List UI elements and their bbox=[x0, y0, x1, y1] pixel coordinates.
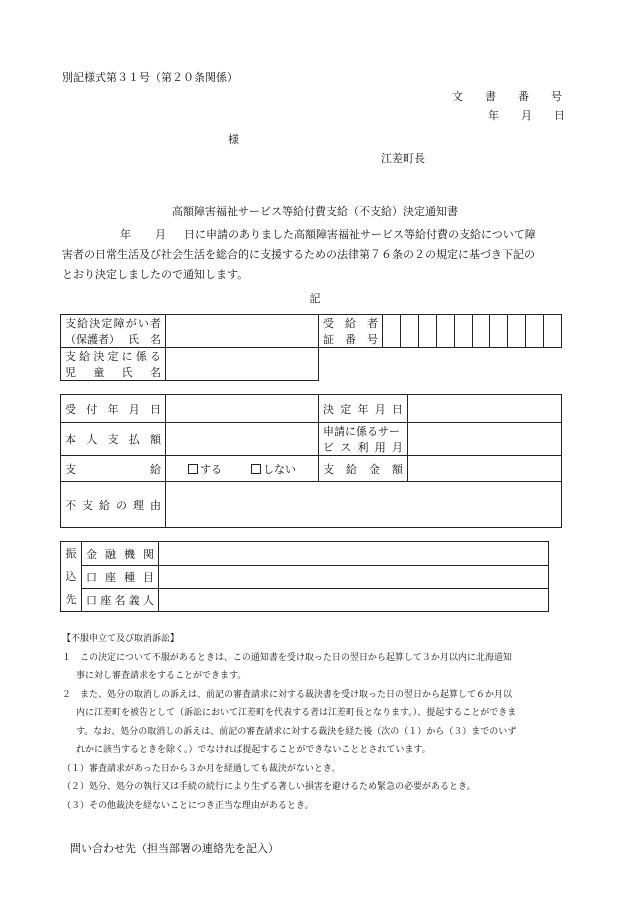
self-payment-value[interactable] bbox=[166, 423, 319, 456]
payment-options bbox=[166, 456, 319, 482]
service-month-label bbox=[319, 423, 408, 456]
service-month-value[interactable] bbox=[408, 423, 562, 456]
recipient-number-label bbox=[319, 315, 383, 348]
notice-line: 事に対し審査請求をすることができます。 bbox=[76, 671, 247, 681]
receipt-date-label: 受付年月日 bbox=[61, 395, 166, 423]
notice-line: （２）処分、処分の執行又は手続の続行により生ずる著しい損害を避けるため緊急の必要があるとき。 bbox=[62, 782, 476, 792]
account-type-value[interactable] bbox=[159, 566, 549, 589]
intro-line-1-text: 日に申請のありました高額障害福祉サービス等給付費の支給について障 bbox=[184, 228, 536, 241]
intro-month: 月 bbox=[155, 228, 166, 241]
contact-info: 問い合わせ先（担当部署の連絡先を記入） bbox=[70, 842, 279, 855]
child-name-label bbox=[61, 348, 166, 381]
notice-line: （３）その他裁決を経ないことにつき正当な理由があるとき。 bbox=[62, 800, 314, 811]
empty-cell bbox=[319, 348, 383, 381]
side-char-3: 先 bbox=[65, 593, 77, 606]
decision-date-label: 決定年月日 bbox=[319, 395, 408, 423]
issue-date: 年 月 日 bbox=[488, 109, 565, 122]
payment-no-label: しない bbox=[263, 462, 296, 476]
receipt-date-value[interactable] bbox=[166, 395, 319, 423]
notice-heading: 【不服申立て及び取消訴訟】 bbox=[62, 634, 180, 644]
side-char-1: 振 bbox=[65, 547, 77, 560]
payment-yes-option[interactable] bbox=[188, 463, 222, 476]
notice-line: 内に江差町を被告として（訴訟において江差町を代表する者は江差町長となります。）、提起することができま bbox=[76, 708, 517, 718]
bank-label: 金融機関 bbox=[82, 542, 159, 566]
addressee-suffix: 様 bbox=[228, 133, 239, 146]
non-payment-reason-value[interactable] bbox=[166, 482, 562, 528]
recipient-label-line2: 証 番 号 bbox=[323, 333, 378, 346]
account-type-label: 口座種目 bbox=[82, 566, 159, 589]
non-payment-reason-label: 不支給の理由 bbox=[61, 482, 166, 528]
recipient-number-boxes[interactable] bbox=[383, 315, 562, 348]
applicant-label-line1: 支給決定障がい者 bbox=[65, 317, 161, 330]
child-name-value[interactable] bbox=[166, 348, 319, 381]
payment-amount-value[interactable] bbox=[408, 456, 562, 482]
service-month-line2: ビス利用月 bbox=[323, 441, 403, 454]
service-month-line1: 申請に係るサー bbox=[323, 425, 400, 438]
intro-year: 年 bbox=[120, 228, 131, 241]
decision-table bbox=[60, 394, 562, 528]
notice-line: れかに該当するときを除く。）でなければ提起することができないこととされています。 bbox=[76, 745, 431, 755]
notice-line: １ この決定について不服があるときは、この通知書を受け取った日の翌日から起算して３か月以内に北海道知 bbox=[62, 652, 512, 663]
empty-cell bbox=[383, 348, 562, 381]
recipient-label-line1: 受 給 者 bbox=[323, 317, 378, 330]
intro-line-3: とおり決定しましたので通知します。 bbox=[62, 268, 249, 281]
notice-line: ２ また、処分の取消しの訴えは、前記の審査請求に対する裁決書を受け取った日の翌日から起算して６か月以 bbox=[62, 689, 513, 700]
account-holder-label: 口座名義人 bbox=[82, 589, 159, 612]
recipient-table bbox=[60, 314, 562, 381]
account-holder-value[interactable] bbox=[159, 589, 549, 612]
intro-line-1 bbox=[62, 225, 570, 245]
bank-transfer-table bbox=[60, 541, 549, 612]
payment-label: 支給 bbox=[61, 456, 166, 482]
child-label-line2: 児 童 氏 名 bbox=[65, 366, 161, 379]
guardian-label: （保護者） bbox=[65, 333, 120, 346]
name-label: 氏 名 bbox=[128, 333, 161, 346]
side-char-2: 込 bbox=[65, 570, 77, 583]
payment-amount-label: 支給金額 bbox=[319, 456, 408, 482]
form-label: 別記様式第３１号（第２０条関係） bbox=[62, 71, 238, 84]
notice-line: （１）審査請求があった日から３か月を経過しても裁決がないとき。 bbox=[62, 763, 341, 774]
notice-line: す。なお、処分の取消しの訴えは、前記の審査請求に対する裁決を経た後（次の（１）から（３）までのいず bbox=[76, 726, 517, 737]
payment-no-option[interactable] bbox=[251, 463, 296, 476]
document-number: 文 書 番 号 bbox=[452, 90, 562, 103]
decision-date-value[interactable] bbox=[408, 395, 562, 423]
transfer-destination-label bbox=[61, 542, 82, 612]
checkbox-icon[interactable] bbox=[188, 464, 198, 474]
document-title: 高額障害福祉サービス等給付費支給（不支給）決定通知書 bbox=[172, 205, 458, 218]
intro-paragraph bbox=[62, 225, 570, 285]
issuer-name: 江差町長 bbox=[381, 152, 425, 165]
bank-value[interactable] bbox=[159, 542, 549, 566]
applicant-name-value[interactable] bbox=[166, 315, 319, 348]
checkbox-icon[interactable] bbox=[251, 464, 261, 474]
ki-label: 記 bbox=[309, 292, 321, 305]
applicant-name-label bbox=[61, 315, 166, 348]
self-payment-label: 本人支払額 bbox=[61, 423, 166, 456]
child-label-line1: 支給決定に係る bbox=[65, 350, 161, 363]
payment-yes-label: する bbox=[200, 462, 222, 476]
intro-line-2: 害者の日常生活及び社会生活を総合的に支援するための法律第７６条の２の規定に基づき下記の bbox=[62, 248, 535, 261]
appeal-notice bbox=[62, 630, 582, 815]
